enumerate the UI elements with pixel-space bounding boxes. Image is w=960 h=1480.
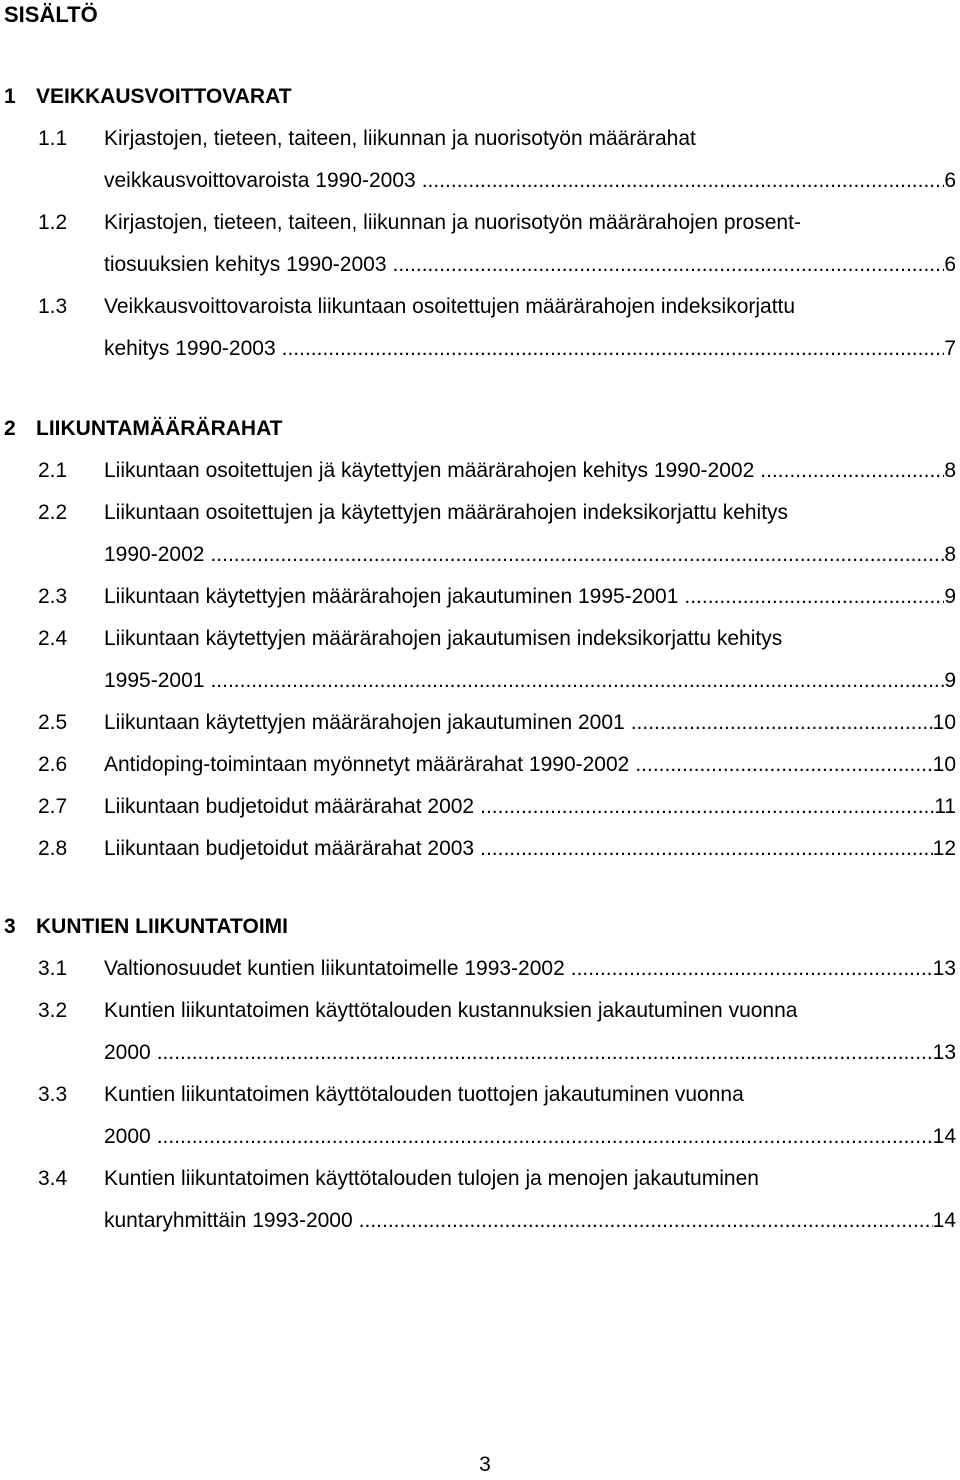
entry-page-number: 6 [944, 169, 956, 192]
entry-page-number: 12 [932, 837, 956, 860]
entry-text: veikkausvoittovaroista 1990-2003 [104, 169, 416, 192]
dot-leader [684, 582, 944, 612]
entry-page-number: 9 [944, 669, 956, 692]
entry-number: 3.4 [38, 1167, 68, 1190]
entry-text-line: Kirjastojen, tieteen, taiteen, liikunnan ja nuorisotyön määrärahojen prosent- [104, 211, 801, 234]
entry-text: Liikuntaan budjetoidut määrärahat 2002 [104, 795, 475, 818]
entry-page-number: 10 [932, 753, 956, 776]
entry-number: 2.2 [38, 501, 68, 524]
entry-text-line: Kuntien liikuntatoimen käyttötalouden kustannuksien jakautuminen vuonna [104, 999, 798, 1022]
entry-page-number: 14 [932, 1125, 956, 1148]
entry-number: 3.2 [38, 999, 68, 1022]
entry-text-line: Kirjastojen, tieteen, taiteen, liikunnan ja nuorisotyön määrärahat [104, 127, 696, 150]
dot-leader [393, 250, 945, 280]
toc-entry[interactable] [104, 540, 956, 570]
entry-page-number: 14 [932, 1209, 956, 1232]
entry-text: Valtionosuudet kuntien liikuntatoimelle 1993-2002 [104, 957, 565, 980]
dot-leader [480, 834, 933, 864]
page-number: 3 [479, 1453, 491, 1476]
toc-entry[interactable] [104, 1038, 956, 1068]
dot-leader [635, 750, 932, 780]
entry-number: 2.7 [38, 795, 68, 818]
entry-text: kehitys 1990-2003 [104, 337, 276, 360]
entry-page-number: 9 [944, 585, 956, 608]
entry-number: 1.3 [38, 295, 68, 318]
toc-entry[interactable] [104, 708, 956, 738]
entry-number: 2.1 [38, 459, 68, 482]
section-title: VEIKKAUSVOITTOVARAT [36, 85, 292, 108]
entry-number: 1.1 [38, 127, 68, 150]
entry-text: Antidoping-toimintaan myönnetyt määrärahat 1990-2002 [104, 753, 630, 776]
entry-text: kuntaryhmittäin 1993-2000 [104, 1209, 353, 1232]
entry-number: 3.1 [38, 957, 68, 980]
entry-text-line: Liikuntaan osoitettujen ja käytettyjen määrärahojen indeksikorjattu kehitys [104, 501, 789, 524]
toc-entry[interactable] [104, 456, 956, 486]
toc-entry[interactable] [104, 166, 956, 196]
section-heading [4, 414, 283, 444]
entry-number: 3.3 [38, 1083, 68, 1106]
entry-text: 2000 [104, 1125, 151, 1148]
entry-page-number: 10 [932, 711, 956, 734]
entry-text: 1995-2001 [104, 669, 205, 692]
entry-page-number: 6 [944, 253, 956, 276]
dot-leader [359, 1206, 933, 1236]
entry-text: Liikuntaan käytettyjen määrärahojen jakautuminen 1995-2001 [104, 585, 679, 608]
dot-leader [157, 1122, 933, 1152]
entry-text: tiosuuksien kehitys 1990-2003 [104, 253, 387, 276]
toc-entry[interactable] [104, 1122, 956, 1152]
dot-leader [282, 334, 945, 364]
entry-text-line: Veikkausvoittovaroista liikuntaan osoitettujen määrärahojen indeksikorjattu [104, 295, 796, 318]
entry-number: 2.8 [38, 837, 68, 860]
dot-leader [210, 540, 944, 570]
dot-leader [631, 708, 933, 738]
entry-text: Liikuntaan budjetoidut määrärahat 2003 [104, 837, 475, 860]
toc-entry[interactable] [104, 334, 956, 364]
entry-page-number: 13 [932, 957, 956, 980]
section-heading [4, 912, 288, 942]
entry-number: 2.4 [38, 627, 68, 650]
section-number: 1 [4, 85, 16, 108]
section-title: LIIKUNTAMÄÄRÄRAHAT [36, 417, 283, 440]
entry-text: 1990-2002 [104, 543, 205, 566]
entry-number: 1.2 [38, 211, 68, 234]
dot-leader [210, 666, 944, 696]
entry-number: 2.6 [38, 753, 68, 776]
section-heading [4, 82, 292, 112]
toc-entry[interactable] [104, 1206, 956, 1236]
entry-page-number: 8 [944, 543, 956, 566]
toc-entry[interactable] [104, 834, 956, 864]
dot-leader [571, 954, 933, 984]
entry-page-number: 7 [944, 337, 956, 360]
toc-entry[interactable] [104, 954, 956, 984]
entry-number: 2.5 [38, 711, 68, 734]
entry-text: 2000 [104, 1041, 151, 1064]
section-number: 3 [4, 915, 16, 938]
dot-leader [760, 456, 944, 486]
entry-text-line: Kuntien liikuntatoimen käyttötalouden tuottojen jakautuminen vuonna [104, 1083, 744, 1106]
dot-leader [157, 1038, 933, 1068]
entry-page-number: 8 [944, 459, 956, 482]
toc-entry[interactable] [104, 582, 956, 612]
entry-number: 2.3 [38, 585, 68, 608]
toc-entry[interactable] [104, 250, 956, 280]
entry-page-number: 11 [934, 795, 956, 818]
section-title: KUNTIEN LIIKUNTATOIMI [36, 915, 288, 938]
entry-text-line: Kuntien liikuntatoimen käyttötalouden tulojen ja menojen jakautuminen [104, 1167, 759, 1190]
dot-leader [422, 166, 945, 196]
toc-entry[interactable] [104, 792, 956, 822]
entry-text: Liikuntaan käytettyjen määrärahojen jakautuminen 2001 [104, 711, 625, 734]
entry-text-line: Liikuntaan käytettyjen määrärahojen jakautumisen indeksikorjattu kehitys [104, 627, 783, 650]
entry-text: Liikuntaan osoitettujen jä käytettyjen määrärahojen kehitys 1990-2002 [104, 459, 755, 482]
section-number: 2 [4, 417, 16, 440]
page-title: SISÄLTÖ [4, 2, 98, 27]
entry-page-number: 13 [932, 1041, 956, 1064]
dot-leader [480, 792, 934, 822]
toc-entry[interactable] [104, 666, 956, 696]
toc-entry[interactable] [104, 750, 956, 780]
